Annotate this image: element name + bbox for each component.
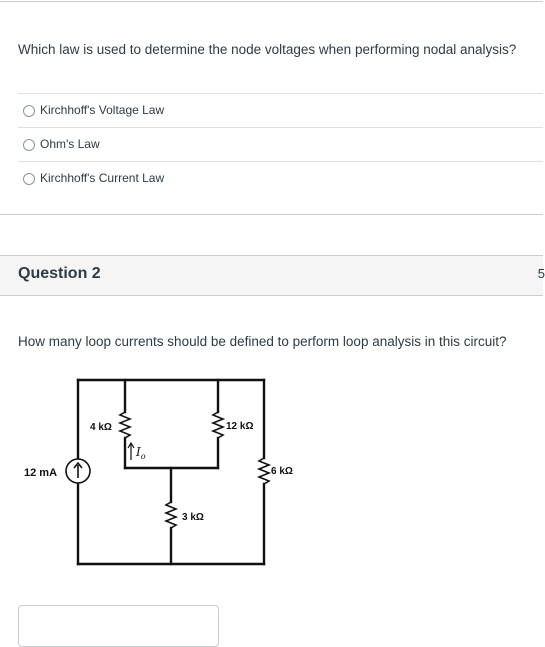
resistor-4k [120,412,130,438]
option-label: Ohm's Law [40,137,100,151]
source-label: 12 mA [24,467,58,479]
question-divider [0,214,543,215]
answer-option-kcl[interactable] [18,161,543,196]
radio-button[interactable] [23,105,35,117]
radio-button[interactable] [23,139,35,151]
answer-option-ohms[interactable] [18,127,543,162]
resistor-12k [213,412,223,438]
question-2-text: How many loop currents should be defined to perform loop analysis in this circuit? [18,334,507,349]
current-source [66,459,90,483]
question-points: 5 [537,266,545,281]
circuit-diagram [22,372,312,592]
question-title: Question 2 [18,265,101,282]
resistor-12k-label: 12 kΩ [226,421,254,432]
answer-option-kvl[interactable] [18,93,543,128]
top-divider [0,1,543,2]
resistor-4k-label: 4 kΩ [90,422,112,433]
question-2-header [0,255,543,296]
answer-input[interactable] [18,605,219,647]
resistor-6k-label: 6 kΩ [271,466,293,477]
current-label: $I_o$ [136,445,146,461]
current-arrow [128,443,134,460]
option-label: Kirchhoff's Voltage Law [40,103,165,117]
resistor-6k [259,458,269,484]
option-label: Kirchhoff's Current Law [40,171,165,185]
resistor-3k [166,502,176,528]
question-1-text: Which law is used to determine the node voltages when performing nodal analysis? [18,42,517,57]
radio-button[interactable] [23,173,35,185]
resistor-3k-label: 3 kΩ [182,512,204,523]
